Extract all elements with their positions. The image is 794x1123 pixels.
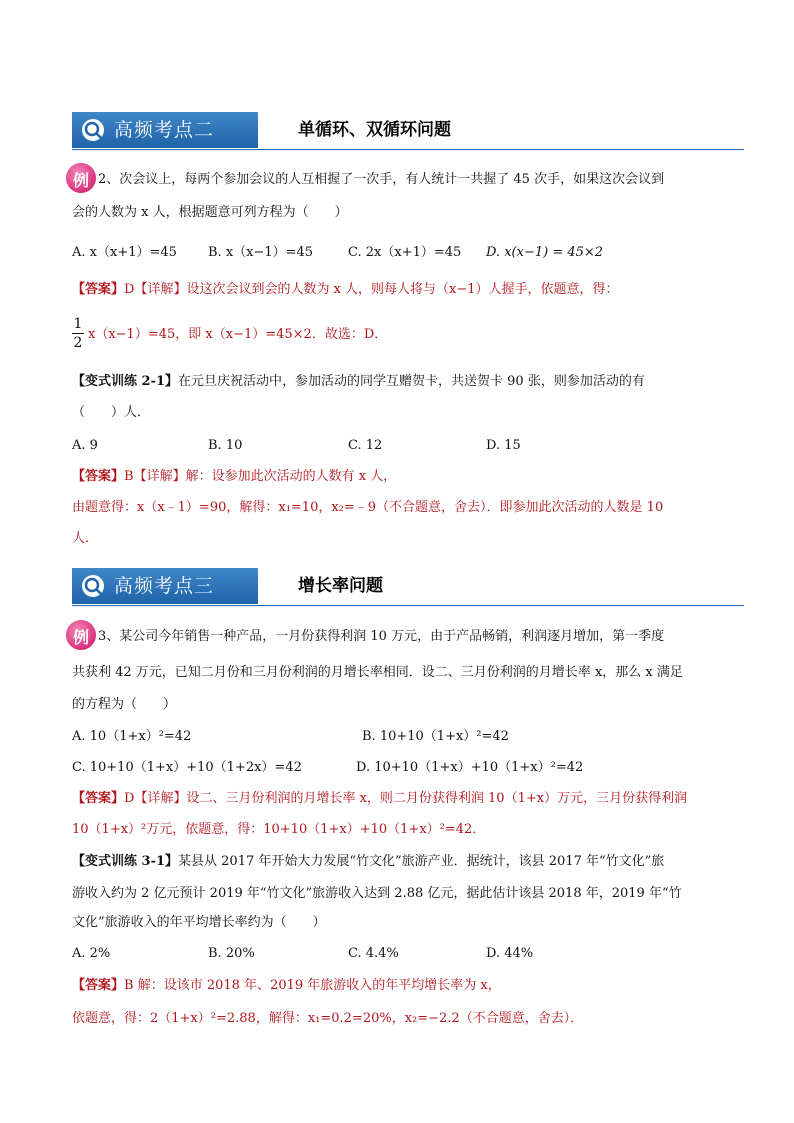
answer-text: B 解：设该市 2018 年、2019 年旅游收入的年平均增长率为 x，	[124, 978, 501, 993]
option-d: D. x(x−1) = 45×2	[486, 245, 604, 260]
answer-text: D【详解】设这次会议到会的人数为 x 人，则每人将与（x−1）人握手，依题意，得：	[124, 282, 619, 297]
fraction-bar	[72, 333, 84, 334]
fraction-denominator: 2	[73, 335, 83, 351]
answer-label: 【答案】	[72, 282, 125, 297]
option-d: D. 15	[486, 438, 521, 453]
variant-question	[72, 373, 645, 391]
section-divider	[72, 605, 744, 606]
answer-label: 【答案】	[72, 469, 125, 484]
option-a: A. 10（1+x）²=42	[72, 729, 192, 744]
variant-label: 【变式训练 2-1】	[72, 374, 179, 389]
question-text: 3、某公司今年销售一种产品，一月份获得利润 10 万元，由于产品畅销，利润逐月增加，第一季度	[98, 629, 665, 644]
variant-question	[72, 853, 664, 871]
answer-text: 由题意得：x（x﹣1）=90，解得：x₁=10，x₂=﹣9（不合题意，舍去）．即参加此次活动的人数是 10	[72, 500, 664, 515]
answer-text: 10（1+x）²万元，依题意，得：10+10（1+x）+10（1+x）²=42．	[72, 822, 486, 837]
answer-text: x（x−1）=45，即 x（x−1）=45×2．故选：D．	[88, 327, 388, 342]
fraction-numerator: 1	[73, 316, 83, 332]
question-text: 2、次会议上，每两个参加会议的人互相握了一次手，有人统计一共握了 45 次手，如果这次会议到	[98, 172, 665, 187]
option-b: B. 10+10（1+x）²=42	[362, 729, 509, 744]
section-divider	[72, 149, 744, 150]
magnifier-icon	[80, 117, 106, 143]
magnifier-icon	[80, 573, 106, 599]
answer-line	[72, 977, 501, 995]
option-c: C. 10+10（1+x）+10（1+2x）=42	[72, 760, 302, 775]
answer-line	[72, 790, 687, 808]
example-badge: 例	[66, 620, 96, 650]
section-heading: 单循环、双循环问题	[298, 120, 451, 140]
option-a: A. 2%	[72, 946, 111, 961]
variant-text: 在元旦庆祝活动中，参加活动的同学互赠贺卡，共送贺卡 90 张，则参加活动的有	[178, 374, 645, 389]
answer-text: D【详解】设二、三月份利润的月增长率 x，则二月份获得利润 10（1+x）万元，三月份获得利润	[124, 791, 688, 806]
question-text: 会的人数为 x 人，根据题意可列方程为（ ）	[72, 205, 348, 220]
variant-label: 【变式训练 3-1】	[72, 854, 179, 869]
section-tag	[72, 568, 258, 604]
answer-label: 【答案】	[72, 791, 125, 806]
answer-text: 依题意，得：2（1+x）²=2.88，解得：x₁=0.2=20%，x₂=−2.2（不合题意，舍去）．	[72, 1011, 584, 1026]
section-header-3	[72, 568, 744, 604]
variant-text: 文化”旅游收入的年平均增长率约为（ ）	[72, 915, 326, 930]
option-c: C. 2x（x+1）=45	[348, 245, 462, 260]
option-c: C. 4.4%	[348, 946, 399, 961]
option-c: C. 12	[348, 438, 383, 453]
section-tag-text: 高频考点二	[114, 119, 215, 141]
fraction	[72, 316, 84, 351]
answer-line	[72, 281, 619, 299]
example-badge: 例	[66, 163, 96, 193]
question-text: 共获利 42 万元，已知二月份和三月份利润的月增长率相同．设二、三月份利润的月增长率 x，那么 x 满足	[72, 665, 683, 680]
option-d: D. 44%	[486, 946, 534, 961]
section-heading: 增长率问题	[298, 576, 383, 596]
option-b: B. 10	[208, 438, 243, 453]
option-a: A. x（x+1）=45	[72, 245, 177, 260]
answer-label: 【答案】	[72, 978, 125, 993]
variant-text: 游收入约为 2 亿元预计 2019 年“竹文化”旅游收入达到 2.88 亿元，据此估计该县 2018 年，2019 年“竹	[72, 886, 682, 901]
section-tag	[72, 112, 258, 148]
variant-text: （ ）人．	[72, 405, 151, 420]
answer-line	[72, 468, 396, 486]
section-header-2	[72, 112, 744, 148]
question-text: 的方程为（ ）	[72, 697, 177, 712]
section-tag-text: 高频考点三	[114, 575, 215, 597]
answer-text: 人．	[72, 531, 99, 546]
variant-text: 某县从 2017 年开始大力发展“竹文化”旅游产业．据统计，该县 2017 年“竹文化”旅	[178, 854, 665, 869]
option-a: A. 9	[72, 438, 98, 453]
option-b: B. x（x−1）=45	[208, 245, 314, 260]
option-b: B. 20%	[208, 946, 255, 961]
answer-text: B【详解】解：设参加此次活动的人数有 x 人，	[124, 469, 397, 484]
option-d: D. 10+10（1+x）+10（1+x）²=42	[356, 760, 584, 775]
